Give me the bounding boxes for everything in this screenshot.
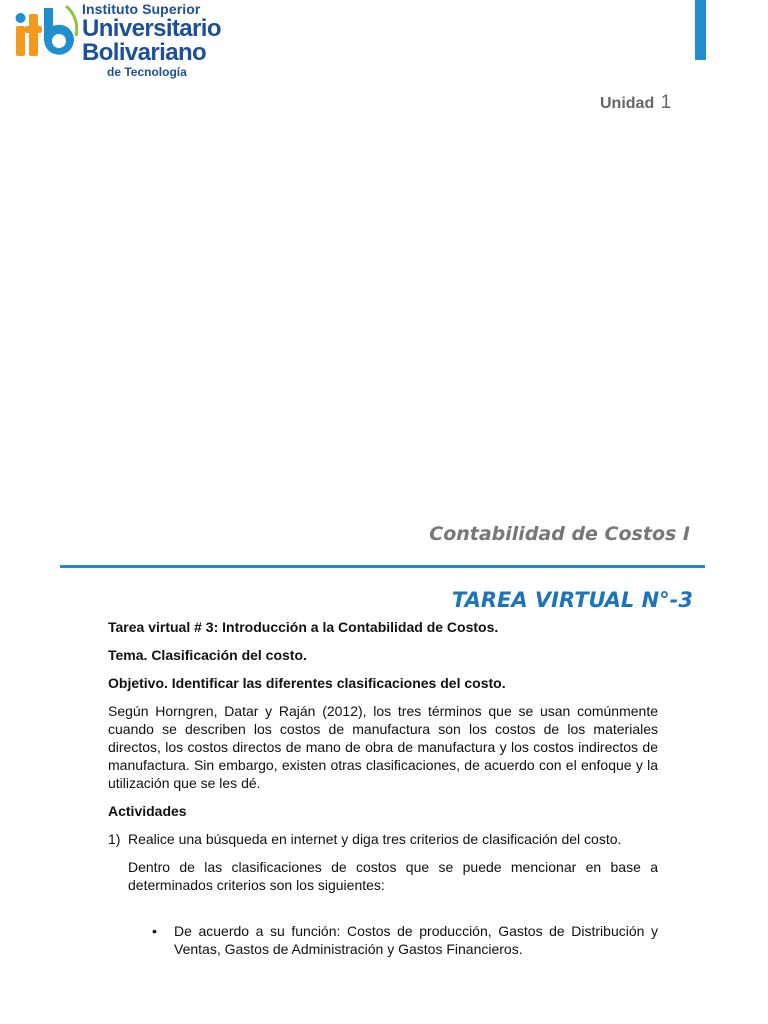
- activity-followup-text: Dentro de las clasificaciones de costos que se puede mencionar en base a determinados criterios son los siguientes:: [128, 859, 658, 893]
- document-body: [108, 618, 658, 958]
- task-heading: Tarea virtual # 3: Introducción a la Contabilidad de Costos.: [108, 619, 499, 635]
- intro-paragraph: Según Horngren, Datar y Raján (2012), los tres términos que se usan comúnmente cuando se describen los costos de manufactura son los costos de los materiales directos, los costos directos de mano de obra de manufactura y los costos indirectos de manufactura. Sin embargo, existen otras clasificaciones, de acuerdo con el enfoque y la utilización que se les dé.: [108, 703, 658, 791]
- logo-line-2: Universitario: [82, 15, 221, 42]
- unit-label-text: Unidad: [600, 95, 655, 112]
- logo-line-4: de Tecnología: [107, 65, 187, 79]
- institution-logo: [14, 0, 221, 79]
- logo-line-1: Instituto Superior: [82, 1, 201, 17]
- task-title: TAREA VIRTUAL N°-3: [451, 588, 693, 612]
- activities-heading: Actividades: [108, 803, 187, 819]
- bullet-list: [108, 922, 658, 958]
- itb-logo-mark: [14, 4, 78, 68]
- activity-item-number: 1): [108, 831, 121, 847]
- bullet-item-1: De acuerdo a su función: Costos de producción, Gastos de Distribución y Ventas, Gastos de Administración y Gastos Financieros.: [174, 923, 658, 957]
- course-title: Contabilidad de Costos I: [429, 523, 690, 545]
- unit-label: [600, 92, 671, 114]
- bullet-icon: •: [152, 923, 157, 939]
- activity-item-1: [108, 830, 658, 848]
- unit-number: 1: [660, 92, 672, 113]
- activity-item-text: Realice una búsqueda en internet y diga tres criterios de clasificación del costo.: [128, 831, 622, 847]
- topic-heading: Tema. Clasificación del costo.: [108, 647, 307, 663]
- objective-heading: Objetivo. Identificar las diferentes clasificaciones del costo.: [108, 675, 506, 691]
- section-divider: [60, 565, 705, 568]
- corner-accent-bar: [695, 0, 706, 60]
- logo-text: [82, 2, 221, 78]
- logo-line-3: Bolivariano: [82, 39, 207, 66]
